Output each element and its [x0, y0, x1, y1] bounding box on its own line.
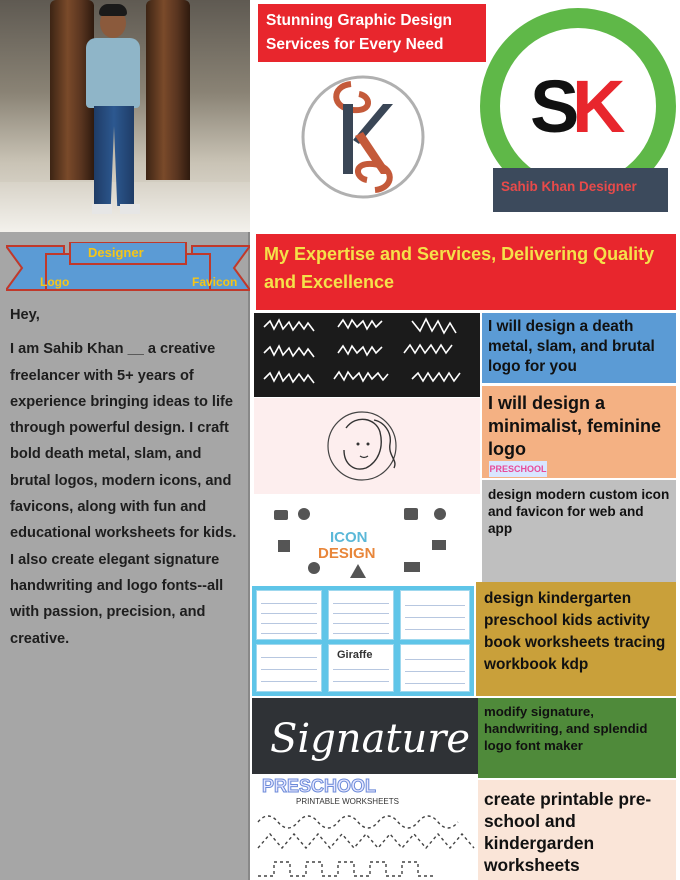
- giraffe-label: Giraffe: [337, 649, 373, 661]
- sk-logo-k: K: [572, 65, 626, 148]
- signature-font-image: [252, 698, 478, 774]
- service-icon-favicon: design modern custom icon and favicon for web and app: [482, 480, 676, 584]
- preschool-title: PRESCHOOL: [262, 776, 377, 796]
- ribbon-designer-label: Designer: [88, 245, 144, 260]
- k-logo: [293, 74, 433, 200]
- preschool-chip: PRESCHOOL: [489, 461, 547, 477]
- worksheets-image: [252, 586, 474, 696]
- death-metal-logos-image: [254, 313, 480, 397]
- profile-sidebar: [0, 0, 250, 880]
- sk-logo-s: S: [530, 65, 580, 148]
- service-death-metal-logo: I will design a death metal, slam, and brutal logo for you: [482, 313, 676, 383]
- service-printable-preschool: create printable pre-school and kindergarden worksheets: [478, 780, 676, 880]
- page-title: Stunning Graphic Design Services for Every Need: [258, 4, 486, 62]
- service-signature-font: modify signature, handwriting, and splendid logo font maker: [478, 698, 676, 778]
- ribbon-favicon-label: Favicon: [192, 275, 238, 289]
- feminine-logo-image: [254, 398, 480, 494]
- sk-badge: Sahib Khan Designer: [493, 168, 668, 212]
- preschool-subtitle: PRINTABLE WORKSHEETS: [296, 797, 399, 806]
- bio-section: [10, 302, 242, 660]
- ribbon-logo-label: Logo: [40, 275, 70, 289]
- bio-text: I am Sahib Khan __ a creative freelancer with 5+ years of experience bringing ideas to life through powerful design. I craft bold death metal, slam, and brutal logos, modern icons, and favicons, along with fun and educational worksheets for kids. I also create elegant signature handwriting and logo fonts--all with passion, precision, and creative.: [10, 341, 237, 647]
- icon-design-image: [254, 496, 480, 584]
- profile-photo: [0, 0, 250, 232]
- expertise-heading: My Expertise and Services, Delivering Quality and Excellence: [256, 234, 676, 310]
- icon-design-label: DESIGN: [318, 545, 376, 562]
- svg-text:ICON: ICON: [330, 529, 368, 546]
- designer-ribbon: [6, 242, 250, 294]
- service-feminine-logo: I will design a minimalist, feminine logo: [482, 386, 676, 478]
- greeting: Hey,: [10, 307, 40, 323]
- signature-label: Signature: [270, 716, 471, 762]
- service-kindergarten-worksheets: design kindergarten preschool kids activity book worksheets tracing workbook kdp: [476, 582, 676, 696]
- preschool-worksheets-image: [252, 776, 478, 880]
